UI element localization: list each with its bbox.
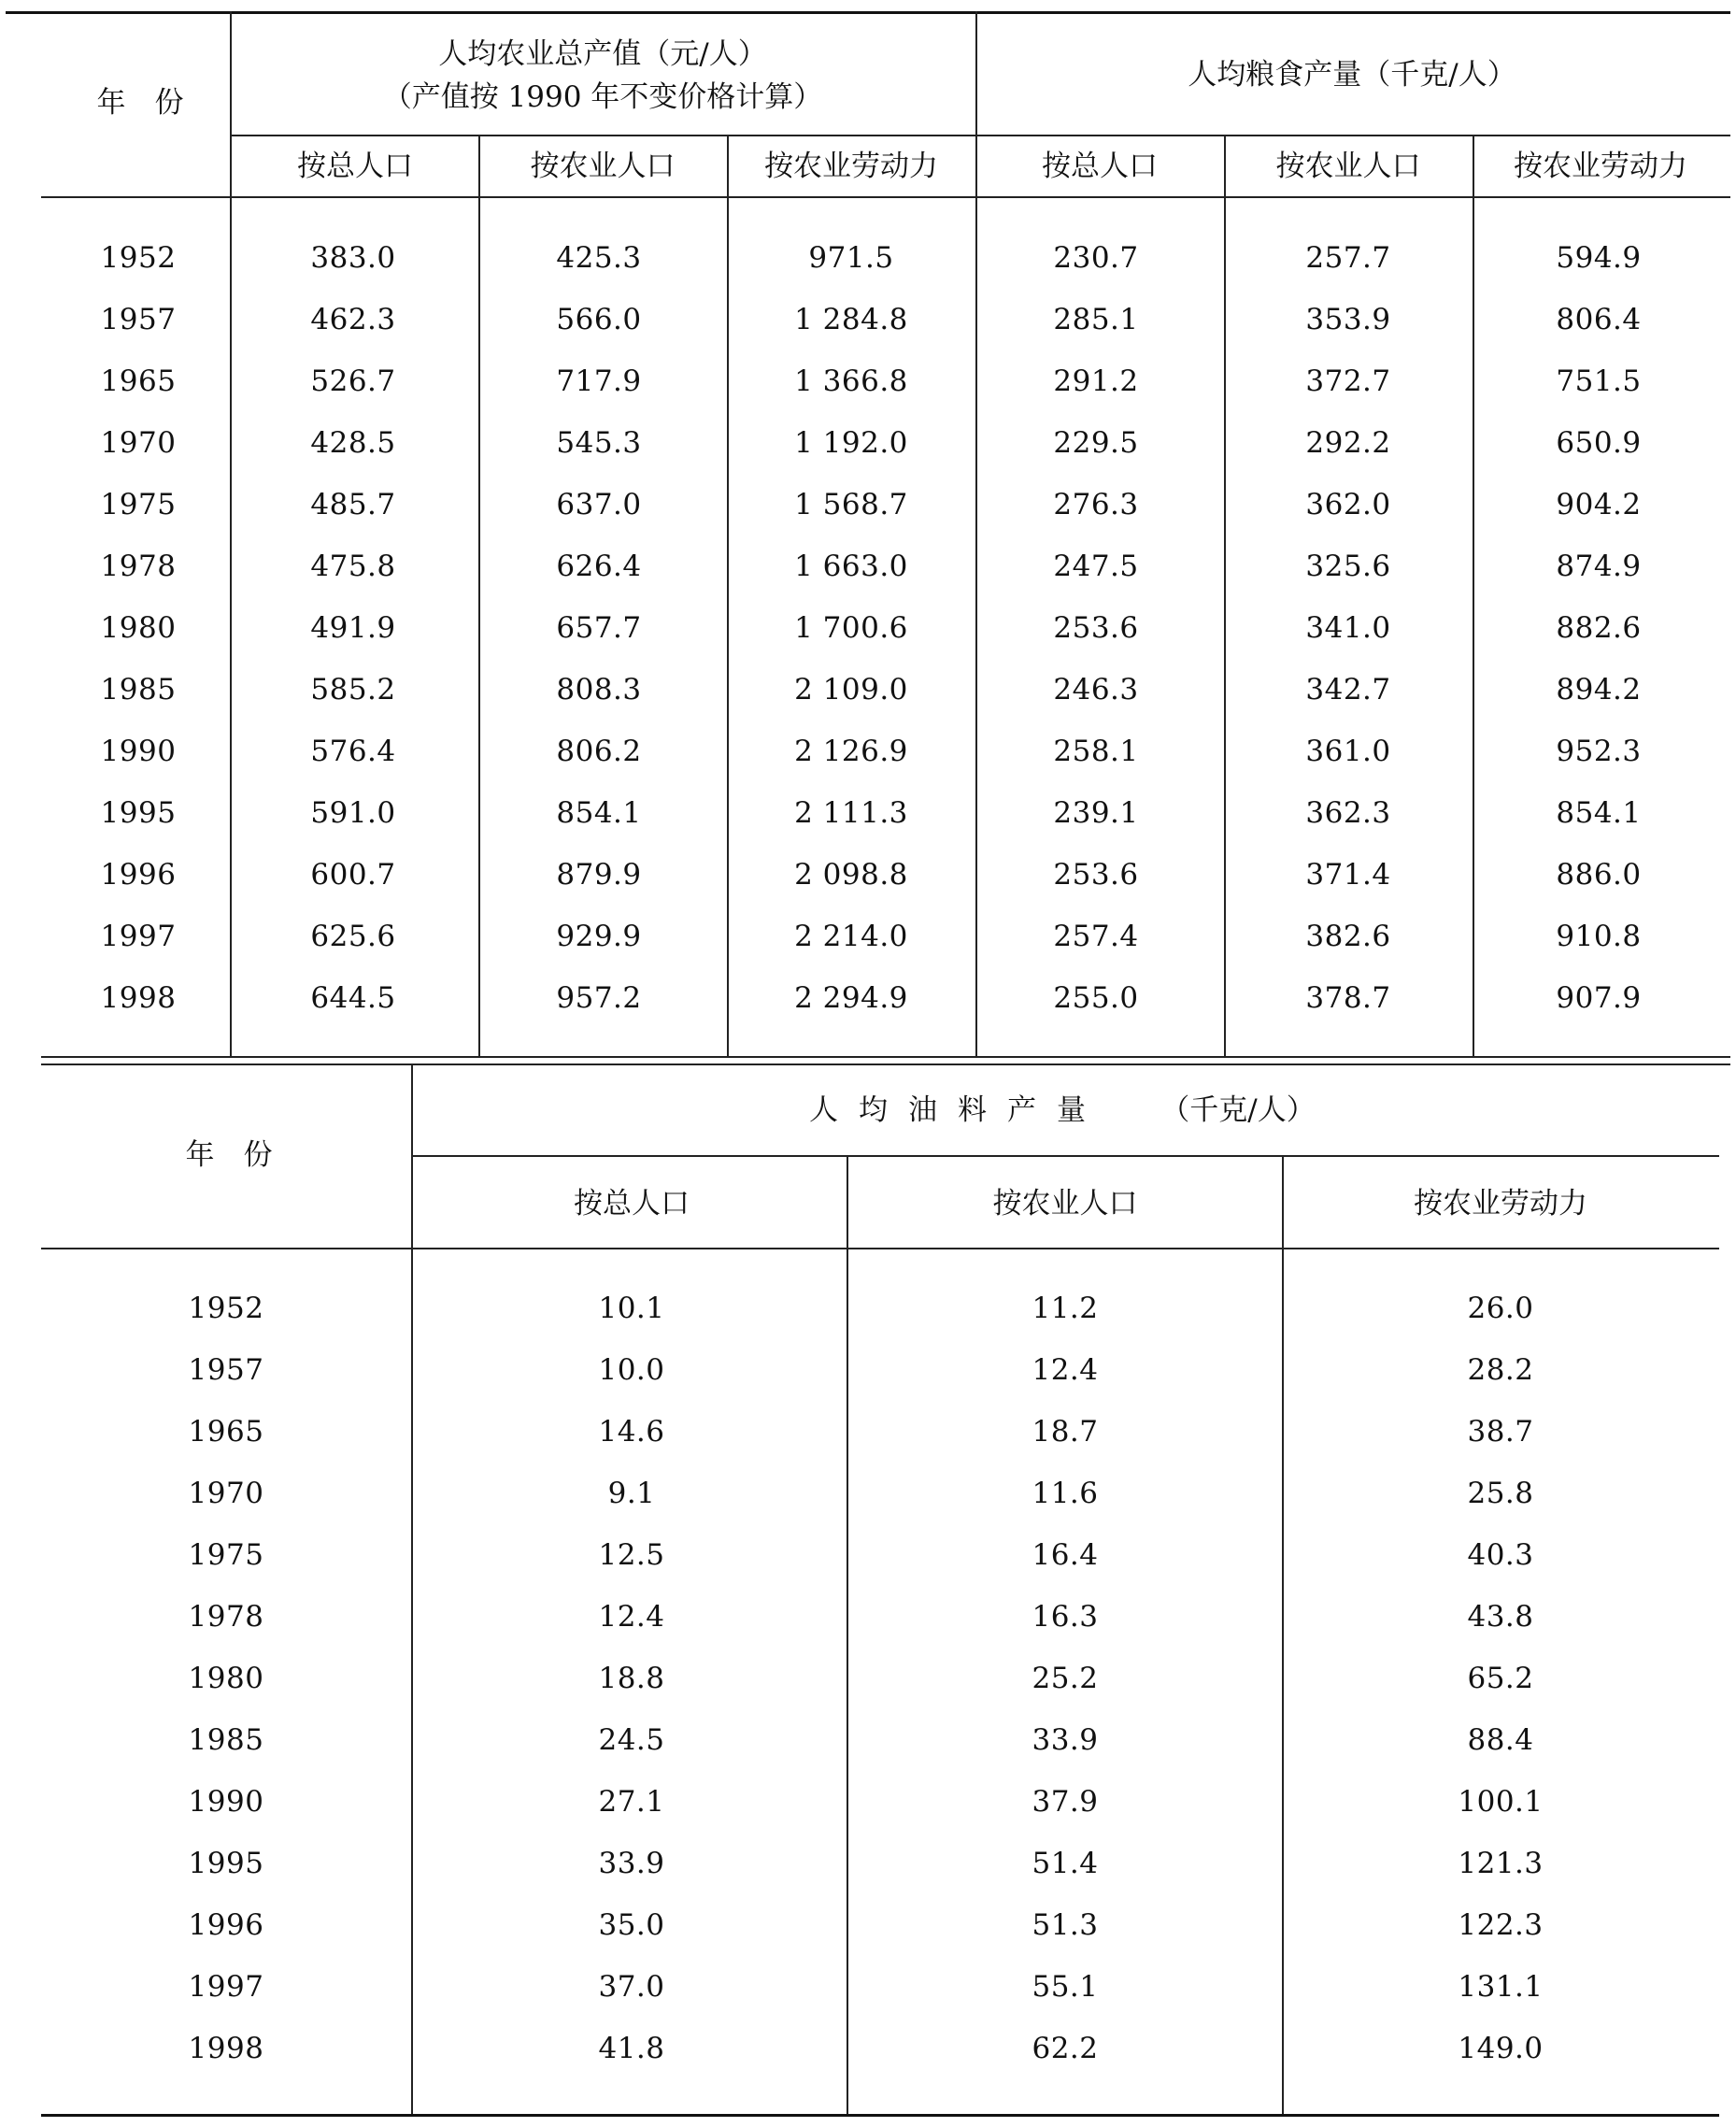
table2-value-cell: 16.3 — [1032, 1600, 1099, 1634]
table1-year-cell: 1985 — [100, 673, 177, 707]
table1-value-cell: 2 111.3 — [794, 796, 908, 830]
table1-value-cell: 971.5 — [808, 241, 894, 275]
table1-year-cell: 1997 — [100, 920, 177, 953]
table2-value-cell: 12.4 — [1032, 1353, 1099, 1387]
table1-value-cell: 806.4 — [1556, 303, 1642, 336]
table1-vline — [478, 135, 480, 1056]
table1-value-cell: 2 098.8 — [794, 858, 908, 892]
table1-value-cell: 362.3 — [1305, 796, 1391, 830]
table2-subheader: 按总人口 — [574, 1187, 690, 1221]
table1-subheader: 按农业劳动力 — [764, 150, 938, 183]
table2-value-cell: 35.0 — [598, 1908, 665, 1942]
table1-year-cell: 1957 — [100, 303, 177, 336]
table1-value-cell: 576.4 — [310, 735, 396, 768]
table2-header-bottom-rule — [41, 1248, 1719, 1249]
table1-value-cell: 879.9 — [556, 858, 642, 892]
table1-value-cell: 257.4 — [1053, 920, 1139, 953]
table1-value-cell: 229.5 — [1053, 426, 1139, 460]
table2-year-cell: 1990 — [188, 1785, 264, 1819]
table1-value-cell: 904.2 — [1556, 488, 1642, 521]
table1-value-cell: 1 700.6 — [794, 611, 908, 645]
table1-value-cell: 957.2 — [556, 981, 642, 1015]
table1-value-cell: 526.7 — [310, 364, 396, 398]
table2-value-cell: 100.1 — [1458, 1785, 1544, 1819]
table2-year-cell: 1995 — [188, 1847, 264, 1880]
table1-value-cell: 886.0 — [1556, 858, 1642, 892]
table1-value-cell: 600.7 — [310, 858, 396, 892]
table1-value-cell: 594.9 — [1556, 241, 1642, 275]
table2-value-cell: 43.8 — [1467, 1600, 1534, 1634]
table2-year-cell: 1952 — [188, 1292, 264, 1325]
table1-year-cell: 1996 — [100, 858, 177, 892]
table1-value-cell: 230.7 — [1053, 241, 1139, 275]
table1-value-cell: 491.9 — [310, 611, 396, 645]
table2-value-cell: 11.2 — [1032, 1292, 1099, 1325]
table1-value-cell: 650.9 — [1556, 426, 1642, 460]
table2-value-cell: 14.6 — [598, 1415, 665, 1449]
table1-value-cell: 341.0 — [1305, 611, 1391, 645]
table1-vline — [727, 135, 729, 1056]
table2-year-cell: 1975 — [188, 1538, 264, 1572]
table2-value-cell: 10.0 — [598, 1353, 665, 1387]
table2-subheader: 按农业人口 — [992, 1187, 1138, 1221]
table2-year-cell: 1978 — [188, 1600, 264, 1634]
table1-value-cell: 1 284.8 — [794, 303, 908, 336]
table1-value-cell: 276.3 — [1053, 488, 1139, 521]
table2-value-cell: 24.5 — [598, 1723, 665, 1757]
table1-value-cell: 246.3 — [1053, 673, 1139, 707]
table1-top-rule — [6, 11, 1730, 14]
table2-value-cell: 40.3 — [1467, 1538, 1534, 1572]
table1-value-cell: 854.1 — [1556, 796, 1642, 830]
table1-value-cell: 371.4 — [1305, 858, 1391, 892]
table1-vline-group — [975, 11, 977, 1056]
table2-value-cell: 16.4 — [1032, 1538, 1099, 1572]
table1-value-cell: 378.7 — [1305, 981, 1391, 1015]
table2-value-cell: 12.4 — [598, 1600, 665, 1634]
table2-value-cell: 88.4 — [1467, 1723, 1534, 1757]
table1-value-cell: 258.1 — [1053, 735, 1139, 768]
table1-group2-title: 人均粮食产量（千克/人） — [1188, 58, 1516, 92]
table2-year-header: 年 份 — [185, 1138, 273, 1172]
table1-bottom-rule — [41, 1056, 1730, 1058]
table2-year-cell: 1957 — [188, 1353, 264, 1387]
table2-value-cell: 25.2 — [1032, 1662, 1099, 1695]
table1-value-cell: 566.0 — [556, 303, 642, 336]
table1-value-cell: 952.3 — [1556, 735, 1642, 768]
table1-value-cell: 382.6 — [1305, 920, 1391, 953]
table1-value-cell: 239.1 — [1053, 796, 1139, 830]
table1-value-cell: 462.3 — [310, 303, 396, 336]
table2-value-cell: 11.6 — [1032, 1477, 1099, 1510]
table1-value-cell: 428.5 — [310, 426, 396, 460]
table1-value-cell: 644.5 — [310, 981, 396, 1015]
table1-value-cell: 2 294.9 — [794, 981, 908, 1015]
table1-value-cell: 854.1 — [556, 796, 642, 830]
table2-value-cell: 10.1 — [598, 1292, 665, 1325]
table1-year-cell: 1952 — [100, 241, 177, 275]
table1-group1-title: 人均农业总产值（元/人） — [438, 37, 767, 71]
table1-value-cell: 625.6 — [310, 920, 396, 953]
table2-value-cell: 25.8 — [1467, 1477, 1534, 1510]
table2-vline — [1282, 1155, 1284, 2114]
table1-bottom-rule-double — [41, 1064, 1730, 1065]
table1-value-cell: 806.2 — [556, 735, 642, 768]
table2-value-cell: 37.0 — [598, 1970, 665, 2004]
table1-subheader: 按总人口 — [1042, 150, 1158, 183]
table1-value-cell: 657.7 — [556, 611, 642, 645]
table1-value-cell: 1 568.7 — [794, 488, 908, 521]
table1-vline — [1473, 135, 1474, 1056]
table1-value-cell: 1 663.0 — [794, 550, 908, 583]
table1-vline-year — [230, 11, 232, 1056]
table1-value-cell: 751.5 — [1556, 364, 1642, 398]
table2-year-cell: 1980 — [188, 1662, 264, 1695]
table1-value-cell: 485.7 — [310, 488, 396, 521]
table1-value-cell: 626.4 — [556, 550, 642, 583]
table1-value-cell: 353.9 — [1305, 303, 1391, 336]
table2-value-cell: 18.8 — [598, 1662, 665, 1695]
table1-value-cell: 291.2 — [1053, 364, 1139, 398]
table1-year-cell: 1978 — [100, 550, 177, 583]
table1-year-cell: 1990 — [100, 735, 177, 768]
table2-value-cell: 41.8 — [598, 2032, 665, 2065]
table1-value-cell: 1 366.8 — [794, 364, 908, 398]
table1-subheader: 按农业人口 — [1275, 150, 1421, 183]
table2-value-cell: 122.3 — [1458, 1908, 1544, 1942]
table1-value-cell: 325.6 — [1305, 550, 1391, 583]
table1-year-cell: 1975 — [100, 488, 177, 521]
table1-value-cell: 910.8 — [1556, 920, 1642, 953]
table1-value-cell: 808.3 — [556, 673, 642, 707]
table1-value-cell: 253.6 — [1053, 858, 1139, 892]
table2-header-mid-rule — [413, 1155, 1719, 1157]
table1-value-cell: 362.0 — [1305, 488, 1391, 521]
table1-year-cell: 1965 — [100, 364, 177, 398]
table1-value-cell: 383.0 — [310, 241, 396, 275]
table2-value-cell: 51.3 — [1032, 1908, 1099, 1942]
table1-value-cell: 585.2 — [310, 673, 396, 707]
table2-value-cell: 55.1 — [1032, 1970, 1099, 2004]
table1-value-cell: 372.7 — [1305, 364, 1391, 398]
table2-value-cell: 33.9 — [598, 1847, 665, 1880]
table1-vline — [1224, 135, 1226, 1056]
table1-value-cell: 247.5 — [1053, 550, 1139, 583]
table2-value-cell: 51.4 — [1032, 1847, 1099, 1880]
table1-value-cell: 907.9 — [1556, 981, 1642, 1015]
table1-value-cell: 1 192.0 — [794, 426, 908, 460]
table1-value-cell: 255.0 — [1053, 981, 1139, 1015]
table2-value-cell: 12.5 — [598, 1538, 665, 1572]
table2-value-cell: 27.1 — [598, 1785, 665, 1819]
table1-year-cell: 1970 — [100, 426, 177, 460]
table1-year-cell: 1998 — [100, 981, 177, 1015]
table2-value-cell: 65.2 — [1467, 1662, 1534, 1695]
table1-value-cell: 717.9 — [556, 364, 642, 398]
table2-value-cell: 62.2 — [1032, 2032, 1099, 2065]
table2-subheader: 按农业劳动力 — [1414, 1187, 1587, 1221]
table1-year-cell: 1995 — [100, 796, 177, 830]
table1-value-cell: 2 214.0 — [794, 920, 908, 953]
table1-subheader: 按农业人口 — [530, 150, 676, 183]
table2-year-cell: 1965 — [188, 1415, 264, 1449]
table2-vline-year — [411, 1065, 413, 2114]
table1-header-bottom-rule — [41, 196, 1730, 198]
table2-year-cell: 1996 — [188, 1908, 264, 1942]
table2-value-cell: 18.7 — [1032, 1415, 1099, 1449]
table1-subheader: 按总人口 — [297, 150, 413, 183]
table1-value-cell: 253.6 — [1053, 611, 1139, 645]
table2-value-cell: 37.9 — [1032, 1785, 1099, 1819]
table1-value-cell: 285.1 — [1053, 303, 1139, 336]
table1-header-mid-rule — [232, 135, 1730, 136]
table1-year-header: 年 份 — [96, 86, 184, 120]
table1-year-cell: 1980 — [100, 611, 177, 645]
table1-value-cell: 929.9 — [556, 920, 642, 953]
table2-year-cell: 1997 — [188, 1970, 264, 2004]
table2-year-cell: 1970 — [188, 1477, 264, 1510]
table1-value-cell: 257.7 — [1305, 241, 1391, 275]
table1-value-cell: 2 109.0 — [794, 673, 908, 707]
table1-value-cell: 361.0 — [1305, 735, 1391, 768]
table1-value-cell: 545.3 — [556, 426, 642, 460]
table2-bottom-rule — [41, 2114, 1719, 2117]
table2-vline — [847, 1155, 848, 2114]
table1-value-cell: 894.2 — [1556, 673, 1642, 707]
table1-value-cell: 2 126.9 — [794, 735, 908, 768]
table1-group1-note: （产值按 1990 年不变价格计算） — [382, 80, 823, 114]
table2-group-title: 人均油料产量 — [809, 1093, 1106, 1127]
table2-value-cell: 38.7 — [1467, 1415, 1534, 1449]
table2-group-unit: （千克/人） — [1160, 1093, 1316, 1127]
table1-value-cell: 591.0 — [310, 796, 396, 830]
table2-value-cell: 33.9 — [1032, 1723, 1099, 1757]
table1-value-cell: 292.2 — [1305, 426, 1391, 460]
table2-value-cell: 9.1 — [607, 1477, 656, 1510]
table1-value-cell: 425.3 — [556, 241, 642, 275]
table1-value-cell: 342.7 — [1305, 673, 1391, 707]
table1-subheader: 按农业劳动力 — [1514, 150, 1687, 183]
table2-year-cell: 1998 — [188, 2032, 264, 2065]
table1-value-cell: 882.6 — [1556, 611, 1642, 645]
table1-value-cell: 475.8 — [310, 550, 396, 583]
table2-year-cell: 1985 — [188, 1723, 264, 1757]
table2-value-cell: 26.0 — [1467, 1292, 1534, 1325]
table2-value-cell: 28.2 — [1467, 1353, 1534, 1387]
table2-value-cell: 121.3 — [1458, 1847, 1544, 1880]
table2-value-cell: 149.0 — [1458, 2032, 1544, 2065]
table2-value-cell: 131.1 — [1458, 1970, 1544, 2004]
table1-value-cell: 637.0 — [556, 488, 642, 521]
table1-value-cell: 874.9 — [1556, 550, 1642, 583]
